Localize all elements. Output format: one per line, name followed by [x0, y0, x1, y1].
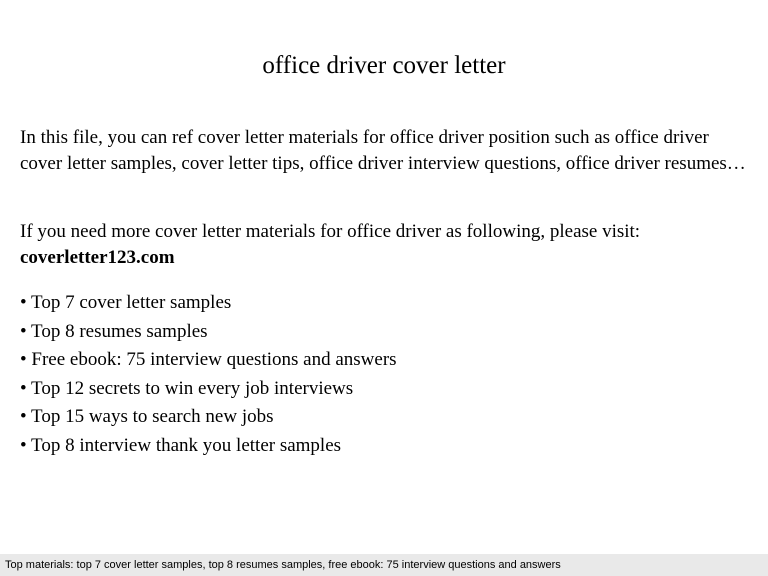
intro-paragraph: In this file, you can ref cover letter materials for office driver position such as office driver cover letter samples, cover letter tips, office driver interview questions, office driver resumes…	[20, 127, 746, 174]
site-link[interactable]: coverletter123.com	[20, 247, 175, 268]
visit-paragraph	[20, 219, 750, 271]
visit-text: If you need more cover letter materials for office driver as following, please visit:	[20, 221, 641, 242]
list-item: • Top 8 resumes samples	[20, 320, 208, 342]
list-item: • Top 8 interview thank you letter samples	[20, 434, 342, 456]
list-item: • Free ebook: 75 interview questions and answers	[20, 349, 397, 370]
footer-bar: Top materials: top 7 cover letter samples, top 8 resumes samples, free ebook: 75 interview questions and answers	[0, 554, 768, 576]
list-item: • Top 7 cover letter samples	[20, 292, 232, 313]
slide-title: office driver cover letter	[262, 52, 506, 79]
list-item: • Top 15 ways to search new jobs	[20, 406, 274, 427]
list-item: • Top 12 secrets to win every job interviews	[20, 377, 354, 399]
materials-list	[20, 289, 750, 460]
